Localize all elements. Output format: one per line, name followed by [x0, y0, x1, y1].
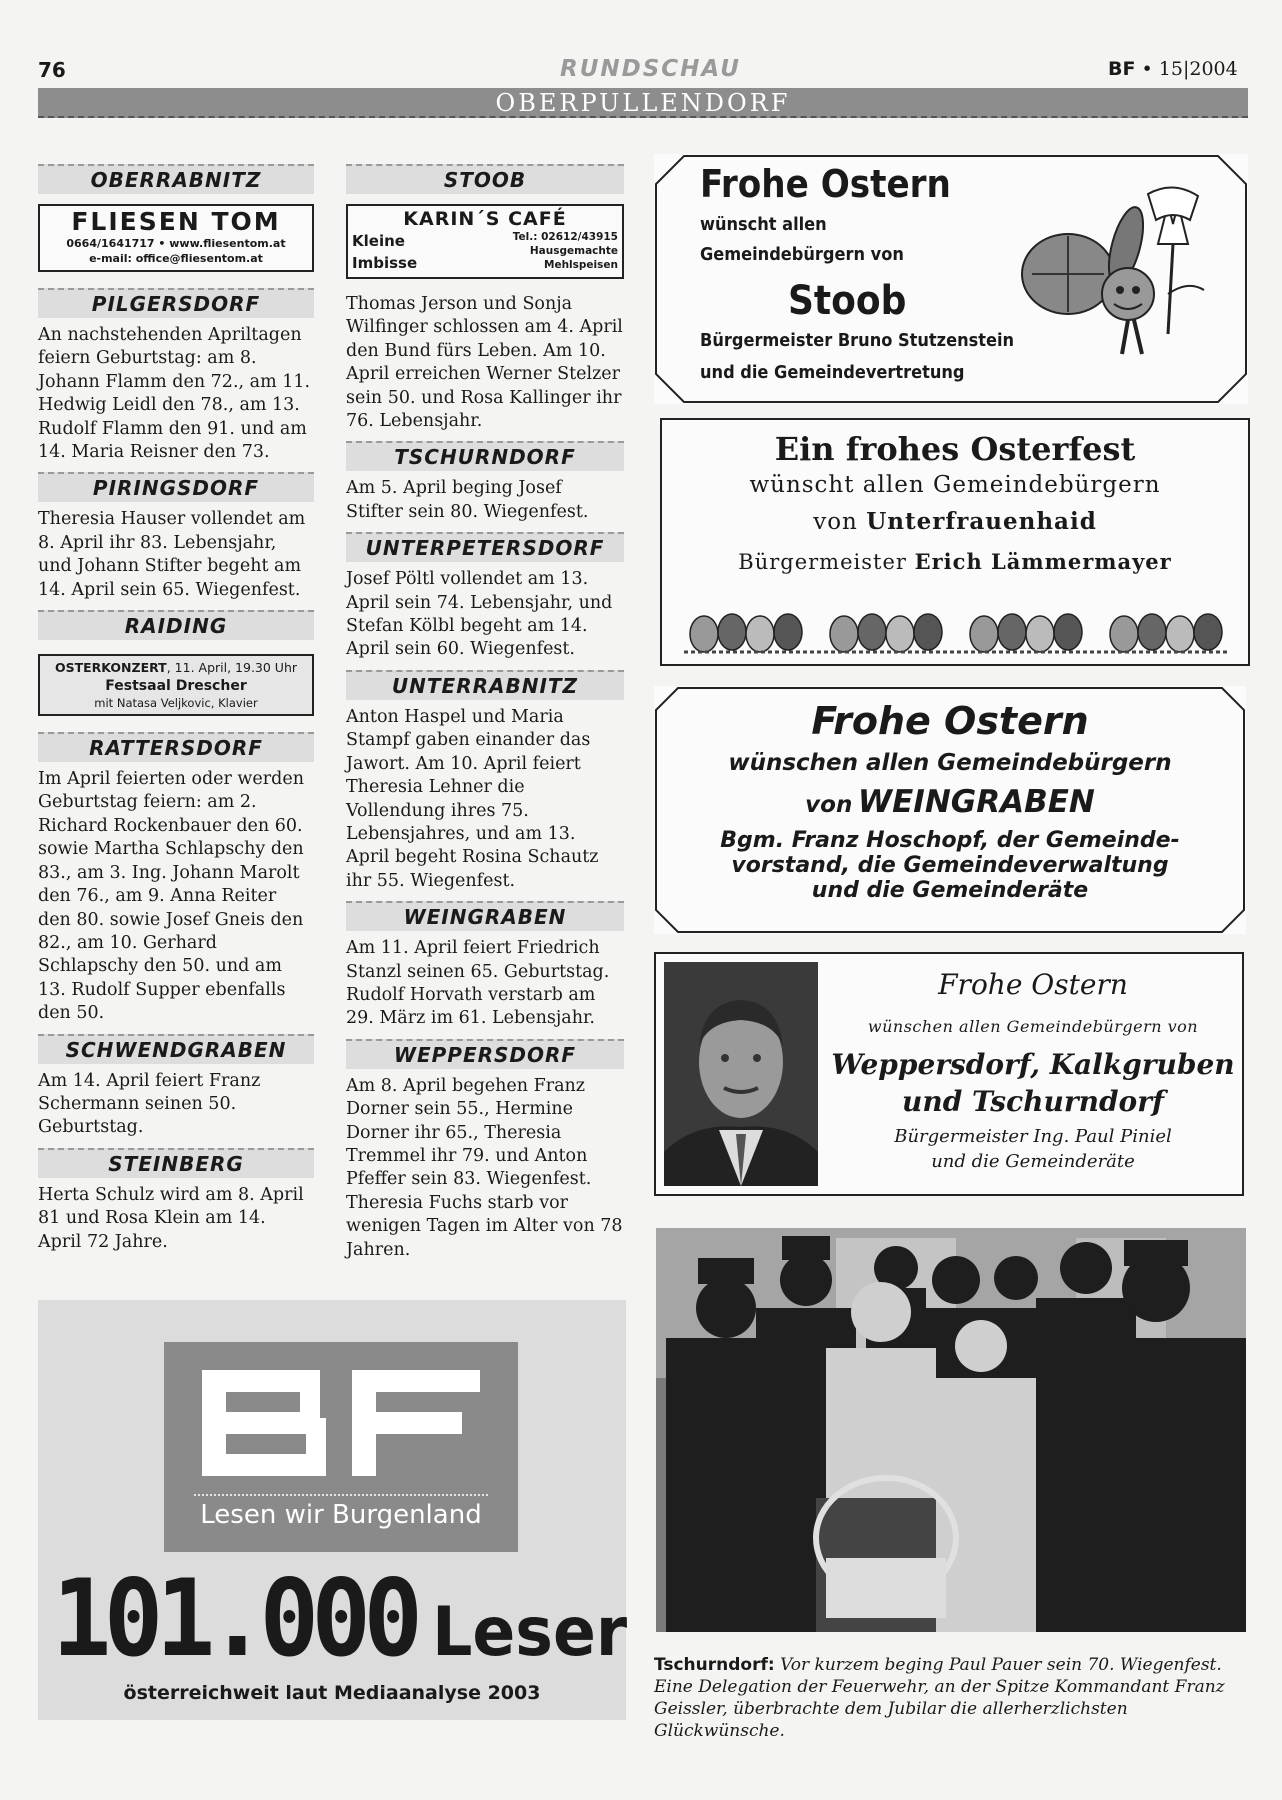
- wepp-line-1: wünschen allen Gemeindebürgern von: [867, 1017, 1199, 1036]
- ad-fliesen-tom: [38, 204, 314, 272]
- unter-from: von: [813, 509, 858, 535]
- rattersdorf-text: Im April feierten oder werden Geburtstag feiern: am 2. Richard Rockenbauer den 60. sowie Martha Schlapschy den 83., am 3. Ing. Johann Marolt den 76., am 9. Anna Reiter den 80. sowie Josef Gneis den 82., am 10. Gerhard Schlapschy den 50. und am 13. Rudolf Supper ebenfalls den 50.: [38, 769, 304, 1024]
- region-banner: [38, 88, 1248, 118]
- bf-logo: [164, 1342, 518, 1552]
- issue-number: 15: [1158, 58, 1183, 80]
- weingraben-text: Am 11. April feiert Friedrich Stanzl seinen 65. Geburtstag. Rudolf Horvath verstarb am 29. März im 61. Lebensjahr.: [346, 938, 610, 1029]
- wein-line-3: Bgm. Franz Hoschopf, der Gemeinde-: [720, 828, 1180, 853]
- easter-eggs-decoration: [684, 608, 1230, 656]
- fliesen-tom-name: FLIESEN TOM: [71, 207, 281, 236]
- column-1: [38, 160, 314, 1254]
- heading-piringsdorf: PIRINGSDORF: [38, 472, 314, 502]
- wein-title: Frohe Ostern: [811, 699, 1089, 743]
- firefighters-group-image: [656, 1228, 1246, 1632]
- wepp-line-2: Weppersdorf, Kalkgruben: [831, 1048, 1235, 1081]
- caption-place: Tschurndorf:: [654, 1655, 775, 1675]
- unterpetersdorf-text: Josef Pöltl vollendet am 13. April sein 74. Lebensjahr, und Stefan Kölbl begeht am 14. April sein 60. Wiegenfest.: [346, 569, 613, 660]
- wein-line-1: wünschen allen Gemeindebürgern: [728, 750, 1172, 776]
- wepp-title: Frohe Ostern: [938, 968, 1128, 1001]
- wein-place: WEINGRABEN: [857, 784, 1095, 820]
- heading-weingraben: WEINGRABEN: [346, 901, 624, 931]
- ad-weppersdorf-easter: [654, 952, 1244, 1196]
- issue-year: 2004: [1189, 58, 1238, 80]
- stoob-line-4: und die Gemeindevertretung: [700, 362, 965, 383]
- wepp-line-4: Bürgermeister Ing. Paul Piniel: [894, 1126, 1172, 1147]
- heading-rattersdorf: RATTERSDORF: [38, 732, 314, 762]
- ad-stoob-easter: [654, 154, 1248, 404]
- heading-schwendgraben: SCHWENDGRABEN: [38, 1034, 314, 1064]
- unterrabnitz-text: Anton Haspel und Maria Stampf gaben einander das Jawort. Am 10. April feiert Theresia Lehner die Vollendung ihres 75. Lebensjahres, und am 13. April begeht Rosina Schautz ihr 55. Wiegenfest.: [346, 706, 599, 891]
- fliesen-tom-email: e-mail: office@fliesentom.at: [89, 252, 263, 265]
- stoob-line-2: Gemeindebürgern von: [700, 244, 904, 265]
- karin-phone: Tel.: 02612/43915: [512, 231, 618, 243]
- publication-name: BF: [1108, 58, 1136, 80]
- firefighters-photo: [656, 1228, 1246, 1632]
- karin-tagline: Kleine Imbisse: [352, 232, 418, 272]
- heading-stoob: STOOB: [346, 164, 624, 194]
- unter-place: Unterfrauenhaid: [866, 508, 1097, 535]
- easter-bunny-illustration: [1018, 184, 1218, 364]
- stoob-line-1: wünscht allen: [700, 214, 827, 235]
- heading-steinberg: STEINBERG: [38, 1148, 314, 1178]
- wein-line-4: vorstand, die Gemeindeverwaltung: [731, 853, 1169, 878]
- karin-name: KARIN´S CAFÉ: [403, 208, 567, 230]
- section-title: RUNDSCHAU: [560, 56, 741, 82]
- pilgersdorf-text: An nachstehenden Apriltagen feiern Geburtstag: am 8. Johann Flamm den 72., am 11. Hedwig Leidl den 78., am 13. Rudolf Flamm den 91. und am 14. Maria Reisner den 73.: [38, 325, 311, 463]
- heading-raiding: RAIDING: [38, 610, 314, 640]
- fliesen-tom-contact: 0664/1641717 • www.fliesentom.at: [66, 237, 286, 250]
- photo-caption: [654, 1654, 1248, 1742]
- unter-mayor-name: Erich Lämmermayer: [914, 549, 1172, 574]
- steinberg-text: Herta Schulz wird am 8. April 81 und Rosa Klein am 14. April 72 Jahre.: [38, 1184, 304, 1252]
- schwendgraben-text: Am 14. April feiert Franz Schermann seinen 50. Geburtstag.: [38, 1070, 261, 1138]
- ad-bf-readers: [38, 1300, 626, 1720]
- unter-line-1: wünscht allen Gemeindebürgern: [749, 472, 1161, 498]
- page-number: 76: [38, 58, 66, 82]
- heading-unterpetersdorf: UNTERPETERSDORF: [346, 532, 624, 562]
- caption-text: Vor kurzem beging Paul Pauer sein 70. Wiegenfest. Eine Delegation der Feuerwehr, an der Spitze Kommandant Franz Geissler, überbrachte dem Jubilar die allerherzlichsten Glückwünsche.: [654, 1655, 1225, 1741]
- unter-mayor-title: Bürgermeister: [738, 550, 907, 574]
- wepp-line-5: und die Gemeinderäte: [931, 1151, 1135, 1172]
- readership-unit: Leser: [432, 1593, 628, 1672]
- wepp-line-3: und Tschurndorf: [902, 1085, 1164, 1118]
- region-title: OBERPULLENDORF: [495, 89, 791, 117]
- unter-title: Ein frohes Osterfest: [774, 430, 1136, 468]
- stoob-line-3: Bürgermeister Bruno Stutzenstein: [700, 330, 1015, 351]
- heading-pilgersdorf: PILGERSDORF: [38, 288, 314, 318]
- ad-weingraben-easter: [654, 686, 1246, 934]
- piringsdorf-text: Theresia Hauser vollendet am 8. April ihr 83. Lebensjahr, und Johann Stifter begeht am 14. April sein 65. Wiegenfest.: [38, 509, 306, 600]
- weppersdorf-text: Am 8. April begehen Franz Dorner sein 55., Hermine Dorner ihr 65., Theresia Tremmel ihr 79. und Anton Pfeffer sein 83. Wiegenfest. Theresia Fuchs starb vor wenigen Tagen im Alter von 78 Jahren.: [346, 1075, 623, 1260]
- ad-osterkonzert: [38, 654, 314, 716]
- heading-oberrabnitz: OBERRABNITZ: [38, 164, 314, 194]
- karin-pastries: Hausgemachte Mehlspeisen: [529, 245, 618, 271]
- konzert-artists: mit Natasa Veljkovic, Klavier: [94, 696, 258, 711]
- issue-info: BF • 15|2004: [1108, 58, 1238, 80]
- konzert-label: OSTERKONZERT: [54, 660, 167, 676]
- readership-source: österreichweit laut Mediaanalyse 2003: [123, 1682, 541, 1704]
- stoob-place: Stoob: [788, 278, 907, 324]
- wein-from: von: [805, 792, 853, 818]
- stoob-text: Thomas Jerson und Sonja Wilfinger schlossen am 4. April den Bund fürs Leben. Am 10. April erreichen Werner Stelzer sein 50. und Rosa Kallinger ihr 76. Lebensjahr.: [346, 294, 623, 432]
- tschurndorf-text: Am 5. April beging Josef Stifter sein 80. Wiegenfest.: [346, 478, 589, 522]
- ad-karins-cafe: [346, 204, 624, 279]
- bf-divider: [194, 1494, 488, 1496]
- heading-tschurndorf: TSCHURNDORF: [346, 441, 624, 471]
- mayor-portrait: [664, 962, 818, 1186]
- readership-figure: [52, 1557, 628, 1688]
- bf-slogan: Lesen wir Burgenland: [200, 1500, 482, 1530]
- stoob-title: Frohe Ostern: [700, 162, 951, 206]
- readership-number: 101.000: [52, 1557, 416, 1680]
- column-2: [346, 160, 624, 1262]
- heading-unterrabnitz: UNTERRABNITZ: [346, 670, 624, 700]
- bf-logo-letters: [202, 1370, 480, 1476]
- wein-line-5: und die Gemeinderäte: [811, 878, 1089, 903]
- ad-unterfrauenhaid-easter: [660, 418, 1250, 666]
- konzert-time: , 11. April, 19.30 Uhr: [166, 660, 298, 676]
- heading-weppersdorf: WEPPERSDORF: [346, 1039, 624, 1069]
- konzert-place: Festsaal Drescher: [105, 678, 247, 695]
